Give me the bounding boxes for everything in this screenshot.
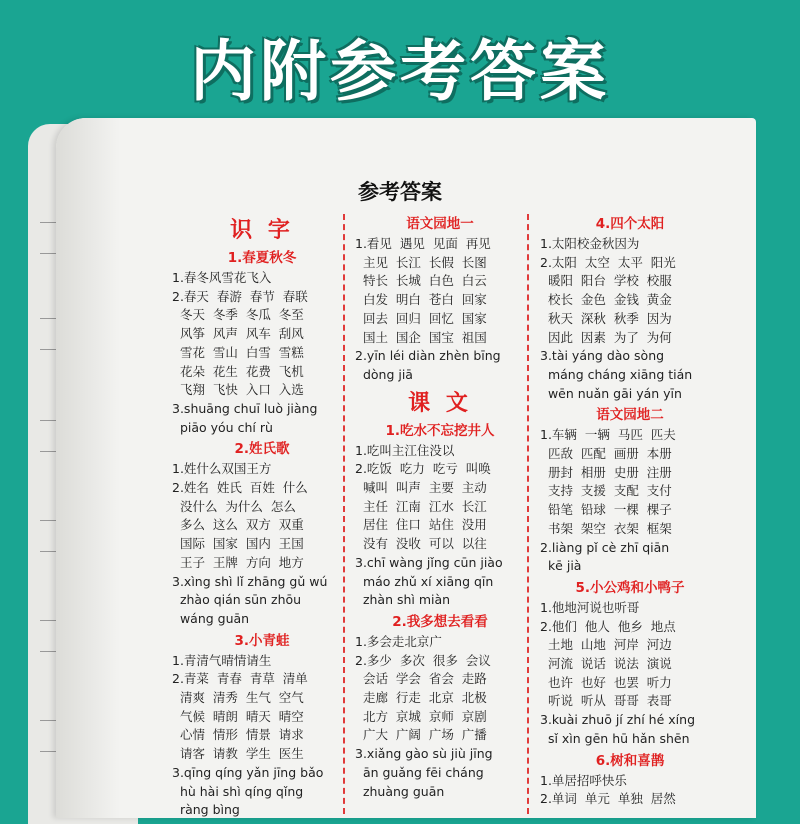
answer-line: 3.xìng shì lǐ zhāng gǔ wú bbox=[172, 573, 328, 589]
answer-line: hù hài shì qíng qǐng bbox=[172, 783, 304, 799]
answer-line: 北方 京城 京师 京剧 bbox=[355, 708, 487, 724]
lesson-heading: 语文园地二 bbox=[596, 407, 664, 424]
answer-line: 没什么 为什么 怎么 bbox=[172, 498, 296, 514]
answer-line: 2.太阳 太空 太平 阳光 bbox=[540, 254, 676, 270]
answer-line: 1.多会走北京广 bbox=[355, 633, 442, 649]
answer-line: 1.青清气晴情请生 bbox=[172, 652, 272, 668]
answer-line: 风筝 风声 风车 刮风 bbox=[172, 326, 304, 342]
answer-line: 秋天 深秋 秋季 因为 bbox=[540, 310, 672, 326]
answer-line: 喊叫 叫声 主要 主动 bbox=[355, 480, 487, 496]
answer-line: piāo yóu chí rù bbox=[172, 419, 273, 435]
answer-line: kē jià bbox=[540, 558, 582, 574]
answer-line: 2.青菜 青春 青草 清单 bbox=[172, 671, 308, 687]
answer-line: 3.kuài zhuō jí zhí hé xíng bbox=[540, 712, 695, 728]
answer-line: máng cháng xiāng tián bbox=[540, 366, 693, 382]
answer-line: 1.他地河说也听哥 bbox=[540, 599, 640, 615]
answer-line: 1.姓什么双国王方 bbox=[172, 461, 272, 477]
answer-line: 走廊 行走 北京 北极 bbox=[355, 690, 487, 706]
answer-line: 3.chī wàng jǐng cūn jiào bbox=[355, 554, 503, 570]
lesson-heading: 2.我多想去看看 bbox=[392, 613, 488, 630]
page-fold bbox=[56, 118, 120, 818]
answer-line: 请客 请教 学生 医生 bbox=[172, 746, 304, 762]
answer-line: 支持 支援 支配 支付 bbox=[540, 483, 672, 499]
answer-line: 2.单词 单元 单独 居然 bbox=[540, 791, 676, 807]
lesson-heading: 1.吃水不忘挖井人 bbox=[385, 422, 495, 439]
answer-line: 主任 江南 江水 长江 bbox=[355, 498, 487, 514]
answer-line: 册封 相册 史册 注册 bbox=[540, 464, 672, 480]
answer-line: 特长 长城 白色 白云 bbox=[355, 273, 487, 289]
answer-line: zhuàng guān bbox=[355, 783, 445, 799]
answer-line: 会话 学会 省会 走路 bbox=[355, 671, 487, 687]
lesson-heading: 5.小公鸡和小鸭子 bbox=[575, 579, 685, 596]
answer-line: 匹敌 匹配 画册 本册 bbox=[540, 446, 672, 462]
answer-line: 2.春天 春游 春节 春联 bbox=[172, 288, 308, 304]
answer-line: ān guǎng fēi cháng bbox=[355, 764, 484, 780]
answer-line: máo zhǔ xí xiāng qīn bbox=[355, 573, 494, 589]
answer-line: 飞翔 飞快 入口 入选 bbox=[172, 382, 304, 398]
answer-line: 2.多少 多次 很多 会议 bbox=[355, 652, 491, 668]
answer-line: 多么 这么 双方 双重 bbox=[172, 517, 304, 533]
lesson-heading: 语文园地一 bbox=[406, 216, 474, 232]
answer-line: 气候 晴朗 晴天 晴空 bbox=[172, 708, 304, 724]
answer-line: sǐ xìn gēn hū hǎn shēn bbox=[540, 730, 690, 746]
answer-line: 没有 没收 可以 以往 bbox=[355, 536, 487, 552]
answer-column-2 bbox=[355, 212, 525, 801]
answer-line: 土地 山地 河岸 河边 bbox=[540, 637, 672, 653]
answer-line: wēn nuǎn gāi yán yīn bbox=[540, 385, 682, 401]
lesson-heading: 2.姓氏歌 bbox=[234, 441, 290, 458]
answer-line: 白发 明白 苍白 回家 bbox=[355, 292, 487, 308]
answer-line: 3.qīng qíng yǎn jīng bǎo bbox=[172, 764, 324, 780]
category-heading: 课 文 bbox=[408, 390, 472, 416]
answer-column-1 bbox=[172, 212, 352, 820]
answer-line: ràng bìng bbox=[172, 802, 240, 818]
answer-line: 2.yīn léi diàn zhèn bīng bbox=[355, 348, 501, 364]
lesson-heading: 6.树和喜鹊 bbox=[595, 752, 665, 769]
answer-line: 心情 情形 情景 请求 bbox=[172, 727, 304, 743]
answer-line: wáng guān bbox=[172, 610, 250, 626]
answer-line: 居住 住口 站住 没用 bbox=[355, 517, 487, 533]
answer-line: 王子 王牌 方向 地方 bbox=[172, 554, 304, 570]
answer-line: 2.姓名 姓氏 百姓 什么 bbox=[172, 480, 308, 496]
lesson-heading: 4.四个太阳 bbox=[595, 216, 665, 232]
answer-line: 国际 国家 国内 王国 bbox=[172, 536, 304, 552]
answer-line: 3.shuāng chuī luò jiàng bbox=[172, 400, 318, 416]
answer-line: zhào qián sūn zhōu bbox=[172, 592, 302, 608]
answer-line: 暖阳 阳台 学校 校服 bbox=[540, 273, 672, 289]
answer-line: 河流 说话 说法 演说 bbox=[540, 656, 672, 672]
answer-line: 雪花 雪山 白雪 雪糕 bbox=[172, 344, 304, 360]
banner-title: 内附参考答案 bbox=[190, 33, 610, 110]
answer-line: 2.吃饭 吃力 吃亏 叫唤 bbox=[355, 461, 491, 477]
answer-line: 国土 国企 国宝 祖国 bbox=[355, 329, 487, 345]
answer-line: 校长 金色 金钱 黄金 bbox=[540, 292, 672, 308]
answer-line: 回去 回归 回忆 国家 bbox=[355, 310, 487, 326]
answer-column-3 bbox=[540, 212, 720, 809]
answer-line: dòng jiā bbox=[355, 366, 413, 382]
answer-line: 因此 因素 为了 为何 bbox=[540, 329, 672, 345]
answer-line: 花朵 花生 花费 飞机 bbox=[172, 363, 304, 379]
answer-line: 主见 长江 长假 长图 bbox=[355, 254, 487, 270]
answer-line: 1.春冬风雪花飞入 bbox=[172, 270, 272, 285]
answer-line: 1.看见 遇见 见面 再见 bbox=[355, 236, 491, 251]
column-divider bbox=[527, 214, 529, 814]
lesson-heading: 1.春夏秋冬 bbox=[227, 250, 297, 266]
answer-line: 2.liàng pǐ cè zhī qiān bbox=[540, 539, 670, 555]
lesson-heading: 3.小青蛙 bbox=[234, 632, 290, 649]
answer-line: 冬天 冬季 冬瓜 冬至 bbox=[172, 307, 304, 323]
answer-line: 书架 架空 衣架 框架 bbox=[540, 520, 672, 536]
answer-line: 铅笔 铅球 一棵 棵子 bbox=[540, 502, 672, 518]
doc-title: 参考答案 bbox=[358, 180, 442, 204]
answer-line: 听说 听从 哥哥 表哥 bbox=[540, 693, 672, 709]
answer-line: 清爽 清秀 生气 空气 bbox=[172, 690, 304, 706]
category-heading: 识 字 bbox=[230, 218, 294, 243]
answer-line: zhàn shì miàn bbox=[355, 592, 451, 608]
answer-line: 也许 也好 也罢 听力 bbox=[540, 674, 672, 690]
answer-line: 3.xiǎng gào sù jiù jīng bbox=[355, 746, 493, 762]
answer-line: 1.太阳校金秋因为 bbox=[540, 236, 640, 251]
answer-line: 1.吃叫主江住没以 bbox=[355, 442, 455, 458]
answer-line: 1.车辆 一辆 马匹 匹夫 bbox=[540, 427, 676, 443]
answer-line: 广大 广阔 广场 广播 bbox=[355, 727, 487, 743]
answer-line: 3.tài yáng dào sòng bbox=[540, 348, 665, 364]
answer-line: 2.他们 他人 他乡 地点 bbox=[540, 618, 676, 634]
answer-line: 1.单居招呼快乐 bbox=[540, 772, 627, 788]
